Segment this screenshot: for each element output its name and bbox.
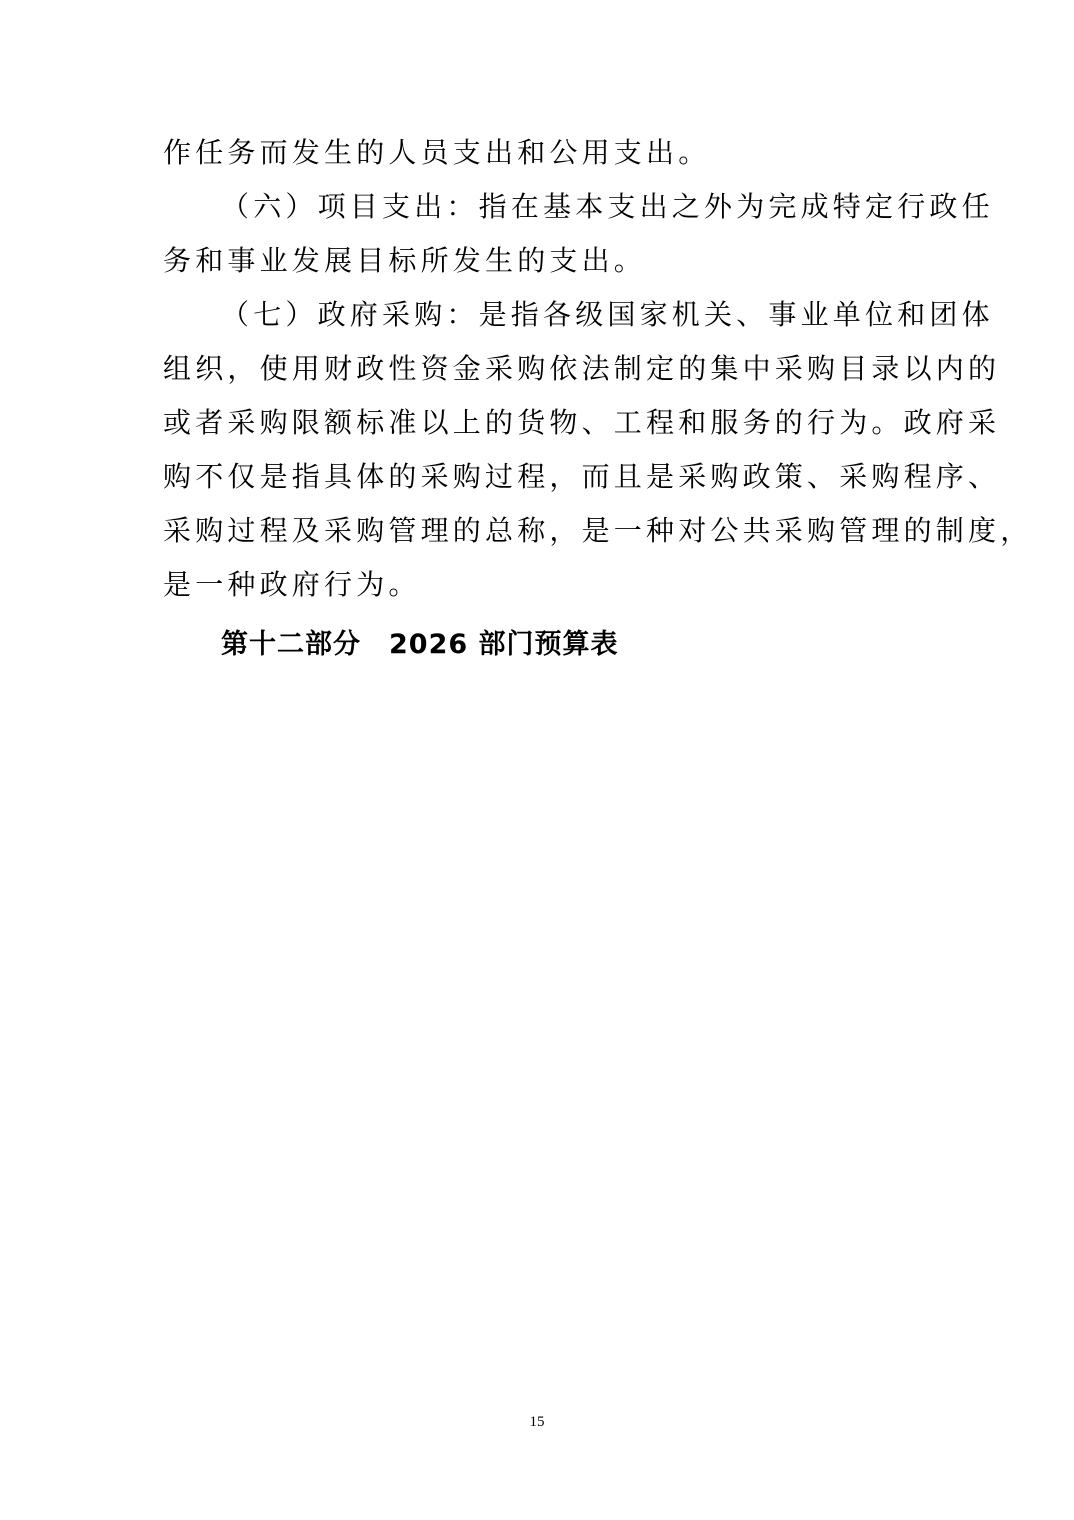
body-text [163,126,1033,672]
page-number: 15 [529,1414,545,1430]
paragraph-line: 作任务而发生的人员支出和公用支出。 [163,136,711,169]
paragraph-line: 采购过程及采购管理的总称，是一种对公共采购管理的制度， [163,514,1033,547]
section-heading-part: 第十二部分 [221,629,361,660]
paragraph-line: 组织，使用财政性资金采购依法制定的集中采购目录以内的 [163,352,1001,385]
section-heading-title: 2026 部门预算表 [389,629,619,660]
section-heading [163,618,923,672]
paragraph-line: 或者采购限额标准以上的货物、工程和服务的行为。政府采 [163,406,1001,439]
paragraph-line: 务和事业发展目标所发生的支出。 [163,244,647,277]
paragraph-line: （七）政府采购：是指各级国家机关、事业单位和团体 [221,298,994,331]
paragraph-line: （六）项目支出：指在基本支出之外为完成特定行政任 [221,190,994,223]
paragraph-line: 购不仅是指具体的采购过程，而且是采购政策、采购程序、 [163,460,1001,493]
paragraph-line: 是一种政府行为。 [163,568,421,601]
